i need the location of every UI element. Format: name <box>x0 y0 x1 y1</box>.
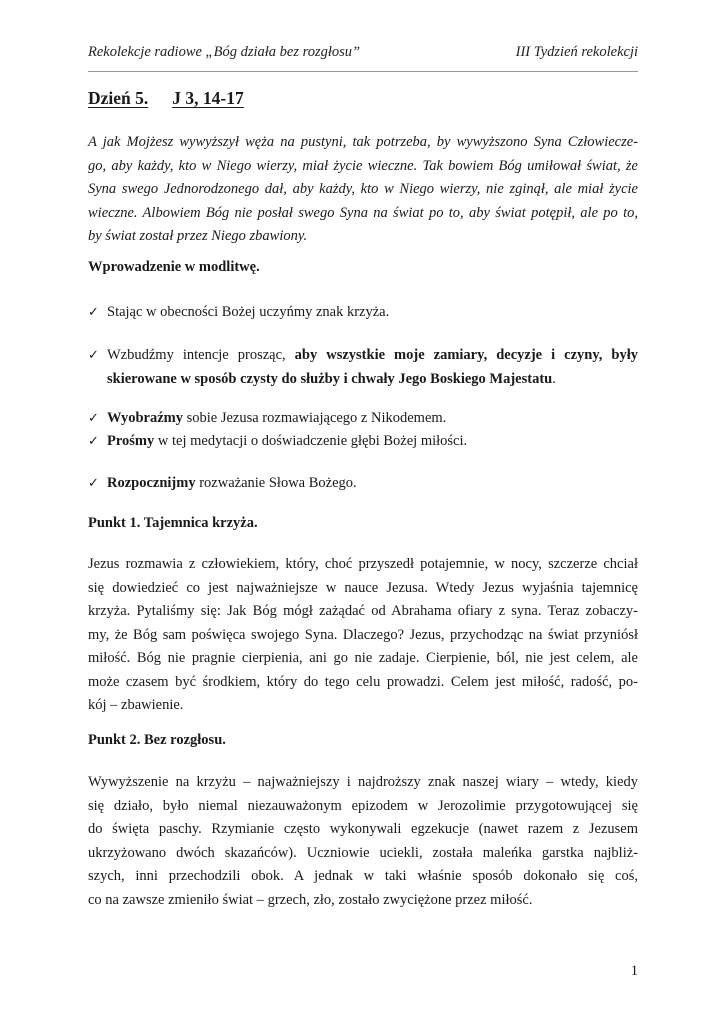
point-2-paragraph <box>88 771 638 912</box>
point-1-heading: Punkt 1. Tajemnica krzyża. <box>88 515 258 531</box>
header-left-title: Rekolekcje radiowe „Bóg działa bez rozgłosu” <box>88 44 361 60</box>
check-icon: ✓ <box>88 411 99 426</box>
paragraph-line: krzyża. Pytaliśmy się: Jak Bóg mógł zażądać od Abrahama ofiary z syna. Teraz zobaczy- <box>88 603 638 619</box>
point-1-paragraph <box>88 553 638 718</box>
reading-line: Syna swego Jednorodzonego dał, aby każdy, kto w Niego wierzy, nie zginął, ale miał życie <box>88 181 638 197</box>
reading-line: go, aby każdy, kto w Niego wierzy, miał życie wieczne. Tak bowiem Bóg umiłował świat, że <box>88 157 638 174</box>
paragraph-line: się dowiedzieć co jest najważniejsze w nauce Jezusa. Wtedy Jezus wyjaśnia tajemnicę <box>88 579 638 596</box>
intro-item-keyword: Prośmy <box>107 433 155 449</box>
reading-line: wieczne. Albowiem Bóg nie posłał swego Syna na świat po to, aby świat potępił, ale po to, <box>88 204 638 221</box>
intro-item-text <box>107 407 638 431</box>
intention-end: . <box>552 370 556 387</box>
paragraph-line: co na zawsze zmieniło świat – grzech, zło, zostało zwyciężone przez miłość. <box>88 891 533 908</box>
intro-item-keyword: Wyobraźmy <box>107 410 183 426</box>
paragraph-line: szych, inni przechodzili obok. A jednak w taki właśnie sposób dokonało się coś, <box>88 868 638 884</box>
intro-item-sign-of-cross <box>88 301 638 325</box>
check-icon: ✓ <box>88 348 99 363</box>
paragraph-line: miłość. Bóg nie pragnie cierpienia, ani go nie zadaje. Cierpienie, ból, nie jest celem, ale <box>88 650 638 666</box>
check-icon: ✓ <box>88 476 99 491</box>
intro-item-keyword: Rozpocznijmy <box>107 475 196 491</box>
paragraph-line: Jezus rozmawia z człowiekiem, który, choć przyszedł potajemnie, w nocy, szczerze chciał <box>88 556 638 572</box>
intention-line-1 <box>107 344 638 368</box>
reading-line: by świat został przez Niego zbawiony. <box>88 228 308 244</box>
day-label: Dzień 5. <box>88 88 149 108</box>
intro-item-rest: rozważanie Słowa Bożego. <box>195 475 357 491</box>
paragraph-line: do święta paschy. Rzymianie często wykonywali egzekucje (nawet razem z Jezusem <box>88 821 638 837</box>
intro-item-rest: sobie Jezusa rozmawiającego z Nikodemem. <box>182 410 447 426</box>
paragraph-line: my, że Bóg sam poświęca swojego Syna. Dlaczego? Jezus, przychodząc na świat przyniósł <box>88 626 638 643</box>
intro-item-text <box>107 472 638 496</box>
title-gap <box>148 88 172 109</box>
paragraph-line: Wywyższenie na krzyżu – najważniejszy i najdroższy znak naszej wiary – wtedy, kiedy <box>88 774 638 790</box>
check-icon: ✓ <box>88 434 99 449</box>
paragraph-line: kój – zbawienie. <box>88 697 184 713</box>
intention-plain: Wzbudźmy intencje prosząc, <box>107 347 295 363</box>
point-2-heading: Punkt 2. Bez rozgłosu. <box>88 732 226 748</box>
intention-line-2 <box>107 368 638 392</box>
intention-bold-1: aby wszystkie moje zamiary, decyzje i czyny, były <box>294 347 638 363</box>
paragraph-line: może czasem być środkiem, który do tego celu prowadzi. Celem jest miłość, radość, po- <box>88 673 638 690</box>
reading-line: A jak Mojżesz wywyższył węża na pustyni, tak potrzeba, by wywyższono Syna Człowiecze- <box>88 134 638 150</box>
intro-item-text <box>107 344 638 391</box>
scripture-reading <box>88 131 638 249</box>
page-number: 1 <box>630 963 638 979</box>
paragraph-line: ukrzyżowano dwóch skazańców). Uczniowie uciekli, została maleńka garstka najbliż- <box>88 844 638 861</box>
scripture-reference: J 3, 14-17 <box>172 88 244 108</box>
intro-item-text: Stając w obecności Bożej uczyńmy znak krzyża. <box>107 304 390 320</box>
intention-bold-2: skierowane w sposób czysty do służby i chwały Jego Boskiego Majestatu <box>107 370 553 387</box>
intro-item-ask <box>88 430 638 454</box>
paragraph-line: się działo, było niemal niezauważonym epizodem w Jerozolimie przygotowującej się <box>88 797 638 814</box>
intro-item-begin <box>88 472 638 496</box>
page-header <box>88 44 638 61</box>
intro-heading: Wprowadzenie w modlitwę. <box>88 259 260 275</box>
day-title <box>88 88 244 109</box>
intro-item-intention <box>88 344 638 391</box>
intro-item-rest: w tej medytacji o doświadczenie głębi Bożej miłości. <box>154 433 468 449</box>
header-divider <box>88 71 638 72</box>
header-right-title: III Tydzień rekolekcji <box>515 44 638 60</box>
check-icon: ✓ <box>88 305 99 320</box>
intro-item-imagine <box>88 407 638 431</box>
intro-item-text <box>107 430 638 454</box>
document-page <box>88 0 638 1024</box>
